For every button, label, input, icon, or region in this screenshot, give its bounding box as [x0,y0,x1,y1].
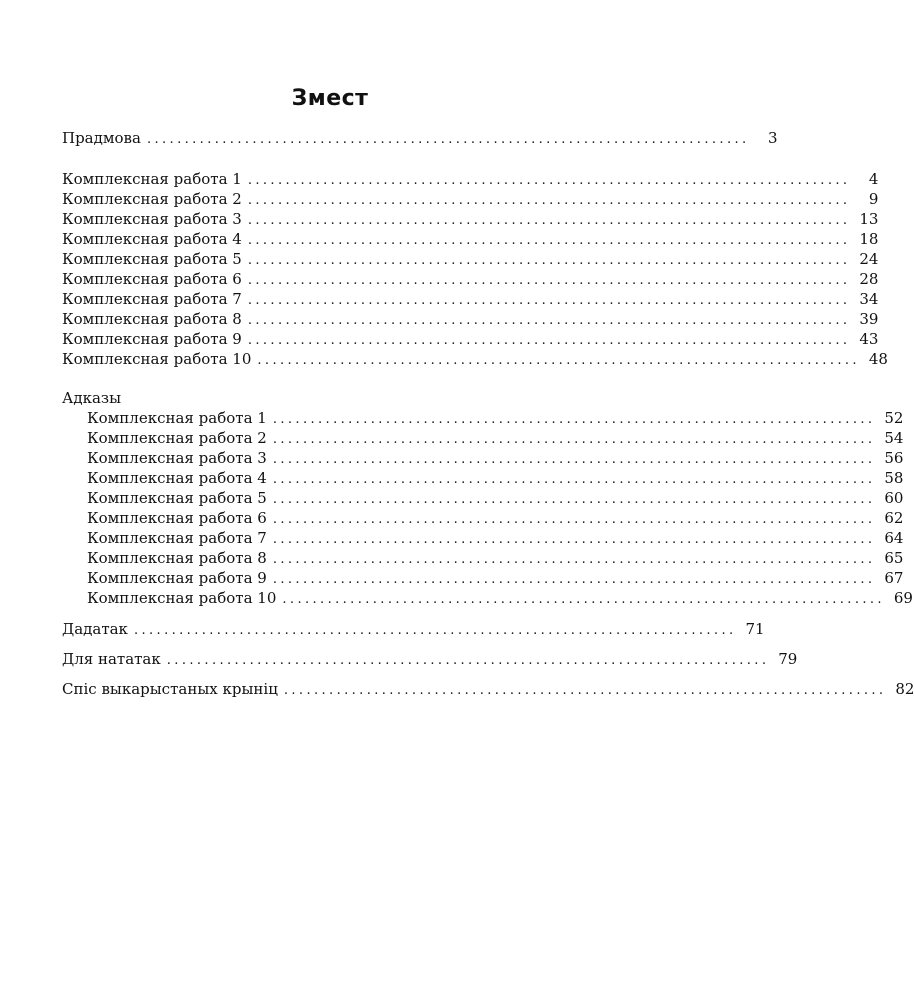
toc-entry-page: 64 [884,529,904,547]
dot-leader: ................................................................................ [247,253,851,268]
dot-leader: ................................................................................ [247,173,851,188]
toc-entry-work-2 [62,189,879,209]
toc-entry-label: Дадатак [62,620,128,638]
toc-entry-label: Комплексная работа 7 [62,290,242,308]
toc-entry-answer-6 [87,508,904,528]
toc-entry-label: Комплексная работа 9 [87,569,267,587]
toc-entry-page: 71 [745,620,765,638]
toc-entry-label: Комплексная работа 8 [62,310,242,328]
toc-entry-work-3 [62,209,879,229]
dot-leader: ................................................................................ [272,472,876,487]
page-title: Змест [291,86,369,111]
toc-entry-sources [62,679,914,699]
toc-entry-work-4 [62,229,879,249]
toc-entry-answer-9 [87,568,904,588]
answers-heading: Адказы [62,389,122,407]
toc-entry-work-7 [62,289,879,309]
dot-leader: ................................................................................ [272,552,876,567]
dot-leader: ................................................................................ [247,193,851,208]
toc-entry-page: 58 [884,469,904,487]
toc-entry-label: Комплексная работа 5 [62,250,242,268]
toc-entry-page: 79 [778,650,798,668]
toc-entry-page: 60 [884,489,904,507]
dot-leader: ................................................................................ [272,572,876,587]
toc-entry-page: 69 [893,589,913,607]
toc-entry-page: 67 [884,569,904,587]
toc-entry-label: Комплексная работа 3 [87,449,267,467]
toc-entry-label: Комплексная работа 7 [87,529,267,547]
toc-entry-answer-4 [87,468,904,488]
toc-entry-label: Комплексная работа 4 [87,469,267,487]
dot-leader: ................................................................................ [247,333,851,348]
toc-entry-page: 43 [859,330,879,348]
toc-entry-answer-2 [87,428,904,448]
toc-entry-page: 48 [868,350,888,368]
toc-entry-label: Комплексная работа 8 [87,549,267,567]
dot-leader: ................................................................................ [272,492,876,507]
toc-entry-label: Комплексная работа 10 [62,350,252,368]
toc-entry-page: 52 [884,409,904,427]
toc-entry-label: Комплексная работа 2 [87,429,267,447]
toc-entry-answer-5 [87,488,904,508]
toc-entry-page: 56 [884,449,904,467]
toc-entry-work-5 [62,249,879,269]
toc-entry-page: 34 [859,290,879,308]
dot-leader: ................................................................................ [272,452,876,467]
toc-entry-preface [62,128,778,148]
toc-entry-page: 4 [868,170,879,188]
toc-entry-label: Комплексная работа 6 [87,509,267,527]
toc-entry-label: Комплексная работа 1 [87,409,267,427]
toc-entry-appendix [62,619,765,639]
toc-entry-label: Спіс выкарыстаных крыніц [62,680,278,698]
dot-leader: ................................................................................ [146,132,750,147]
dot-leader: ................................................................................ [282,592,885,607]
toc-entry-notes [62,649,798,669]
toc-entry-label: Комплексная работа 5 [87,489,267,507]
toc-entry-page: 39 [859,310,879,328]
toc-entry-page: 24 [859,250,879,268]
toc-entry-answer-3 [87,448,904,468]
toc-entry-answer-8 [87,548,904,568]
toc-entry-work-10 [62,349,888,369]
dot-leader: ................................................................................ [247,313,851,328]
toc-entry-page: 28 [859,270,879,288]
toc-entry-answer-7 [87,528,904,548]
toc-entry-label: Комплексная работа 10 [87,589,277,607]
toc-entry-work-9 [62,329,879,349]
toc-entry-page: 54 [884,429,904,447]
toc-entry-label: Прадмова [62,129,141,147]
toc-entry-label: Комплексная работа 3 [62,210,242,228]
dot-leader: ................................................................................ [272,512,876,527]
dot-leader: ................................................................................ [247,273,851,288]
toc-entry-page: 3 [768,129,778,147]
toc-entry-page: 9 [868,190,879,208]
toc-entry-work-6 [62,269,879,289]
dot-leader: ................................................................................ [272,432,876,447]
toc-entry-label: Комплексная работа 4 [62,230,242,248]
dot-leader: ................................................................................ [272,532,876,547]
toc-entry-work-1 [62,169,879,189]
dot-leader: ................................................................................ [247,293,851,308]
dot-leader: ................................................................................ [247,233,851,248]
dot-leader: ................................................................................ [166,653,770,668]
toc-entry-answer-1 [87,408,904,428]
dot-leader: ................................................................................ [272,412,876,427]
toc-entry-page: 13 [859,210,879,228]
toc-entry-label: Комплексная работа 9 [62,330,242,348]
toc-entry-label: Для нататак [62,650,161,668]
toc-entry-page: 62 [884,509,904,527]
dot-leader: ................................................................................ [133,623,737,638]
dot-leader: ................................................................................ [283,683,887,698]
toc-entry-label: Комплексная работа 2 [62,190,242,208]
toc-entry-page: 18 [859,230,879,248]
toc-entry-page: 82 [895,680,914,698]
toc-entry-work-8 [62,309,879,329]
toc-entry-answer-10 [87,588,913,608]
toc-entry-page: 65 [884,549,904,567]
toc-entry-label: Комплексная работа 6 [62,270,242,288]
dot-leader: ................................................................................ [247,213,851,228]
toc-entry-label: Комплексная работа 1 [62,170,242,188]
dot-leader: ................................................................................ [257,353,860,368]
